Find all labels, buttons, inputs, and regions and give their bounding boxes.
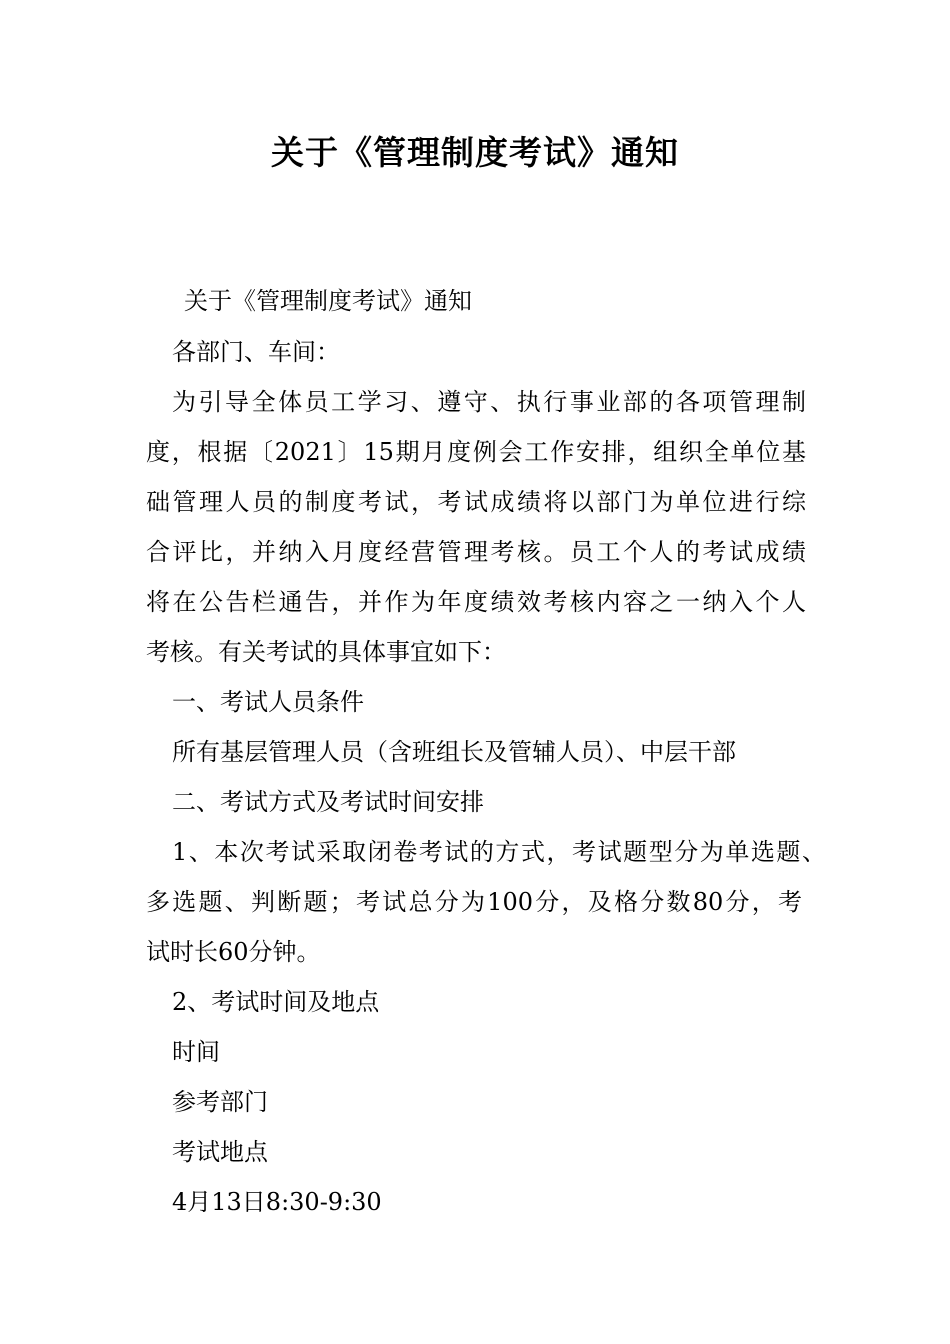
intro-line-3: 础管理人员的制度考试，考试成绩将以部门为单位进行综 xyxy=(146,488,806,516)
salutation: 各部门、车间： xyxy=(172,338,340,366)
section-2-heading: 二、考试方式及考试时间安排 xyxy=(172,788,484,816)
intro-line-4: 合评比，并纳入月度经营管理考核。员工个人的考试成绩 xyxy=(146,538,806,566)
subtitle: 关于《管理制度考试》通知 xyxy=(184,287,472,315)
intro-line-1: 为引导全体员工学习、遵守、执行事业部的各项管理制 xyxy=(172,388,806,416)
section-1-text: 所有基层管理人员（含班组长及管辅人员）、中层干部 xyxy=(172,738,736,766)
document-title: 关于《管理制度考试》通知 xyxy=(271,133,679,172)
intro-line-5: 将在公告栏通告，并作为年度绩效考核内容之一纳入个人 xyxy=(146,588,806,616)
intro-line-6: 考核。有关考试的具体事宜如下： xyxy=(146,638,506,666)
table-cell-time: 4月13日8:30-9:30 xyxy=(172,1188,382,1216)
item-1-line-3: 试时长60分钟。 xyxy=(146,938,321,966)
item-1-line-1: 1、本次考试采取闭卷考试的方式，考试题型分为单选题、 xyxy=(172,838,826,866)
table-header-time: 时间 xyxy=(172,1038,220,1066)
item-1-line-2: 多选题、判断题；考试总分为100分，及格分数80分，考 xyxy=(146,888,802,916)
section-1-heading: 一、考试人员条件 xyxy=(172,688,364,716)
table-header-location: 考试地点 xyxy=(172,1138,268,1166)
intro-line-2: 度，根据〔2021〕15期月度例会工作安排，组织全单位基 xyxy=(146,438,806,466)
table-header-department: 参考部门 xyxy=(172,1088,268,1116)
item-2-heading: 2、考试时间及地点 xyxy=(172,988,380,1016)
